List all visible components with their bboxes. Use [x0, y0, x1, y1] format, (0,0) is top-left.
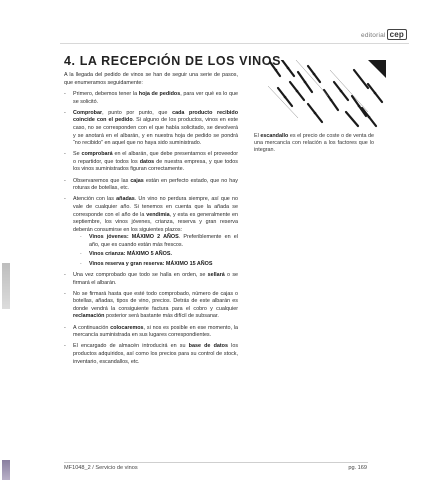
sidenote: El escandallo es el precio de coste o de venta de una mercancía con relación a los factores que lo integran. [254, 133, 375, 154]
list-item: - Atención con las añadas. Un vino no perdura siempre, así que no vale de cualquier año. Si tenemos en cuenta que la añada se corresponde con el año de la vendimia, y esta es generalmente en septiembre, los vinos jóvenes, crianza, reserva y gran reserva deberán consumirse en los siguientes plazos: · Vinos jóvenes: MÁXIMO 2 AÑOS. Preferiblemente en el año, que es cuando están más frescos. · Vinos crianza: MÁXIMO 5 AÑOS. · Vinos reserva y gran reserva: MÁXIMO 15 AÑOS [64, 196, 238, 268]
list-item: - Primero, debemos tener la hoja de pedidos, para ver qué es lo que se solicitó. [64, 91, 238, 106]
footer-rule [64, 462, 368, 463]
sub-list-item: · Vinos reserva y gran reserva: MÁXIMO 15 AÑOS [73, 261, 238, 269]
list-item: - Se comprobará en el albarán, que debe presentarnos el proveedor o repartidor, que todos los datos de nuestra empresa, y que todos los vinos suministrados figuran correctamente. [64, 151, 238, 174]
side-color-strip [2, 263, 10, 309]
list-item: - El encargado de almacén introducirá en su base de datos los productos adquiridos, así como los precios para su control de stock, inventario, escandallos, etc. [64, 343, 238, 366]
section-title: 4. LA RECEPCIÓN DE LOS VINOS [64, 54, 282, 68]
footer-course-label: MF1048_2 / Servicio de vinos [64, 465, 138, 471]
wine-bottles-illustration [268, 60, 386, 128]
sub-list-item: · Vinos crianza: MÁXIMO 5 AÑOS. [73, 251, 238, 259]
list-item: - No se firmará hasta que esté todo comprobado, número de cajas o botellas, añadas, tipos de vino, precios. Detrás de este albarán es donde vendrá la consiguiente factura para el cobro y cualquier reclamación posterior será bastante más difícil de subsanar. [64, 291, 238, 321]
aging-list [73, 234, 238, 268]
main-text [64, 72, 238, 370]
side-color-strip-bottom [2, 460, 10, 480]
list-item: - A continuación colocaremos, si nos es posible en ese momento, la mercancía suministrada en sus lugares correspondientes. [64, 325, 238, 340]
list-item: - Una vez comprobado que todo se halla en orden, se sellará o se firmará el albarán. [64, 272, 238, 287]
publisher-logo [361, 30, 407, 39]
page-number: pg. 169 [348, 465, 367, 471]
list-item: - Comprobar, punto por punto, que cada producto recibido coincide con el pedido. Si alguno de los productos, vinos en este caso, no se corresponden con el que había solicitado, se devolverá y se anotará en el albarán, y en nuestra hoja de pedido se pondrá “no recibido” en aquel que no haya sido suministrado. [64, 110, 238, 148]
header-rule [60, 43, 409, 44]
intro-paragraph: A la llegada del pedido de vinos se han de seguir una serie de pasos, que enumeramos seguidamente: [64, 72, 238, 86]
publisher-prefix: editorial [361, 32, 386, 39]
list-item: - Observaremos que las cajas están en perfecto estado, que no hay roturas de botellas, etc. [64, 178, 238, 193]
publisher-logo-mark: cep [387, 29, 407, 40]
steps-list [64, 91, 238, 366]
sub-list-item: · Vinos jóvenes: MÁXIMO 2 AÑOS. Preferiblemente en el año, que es cuando están más frescos. [73, 234, 238, 249]
